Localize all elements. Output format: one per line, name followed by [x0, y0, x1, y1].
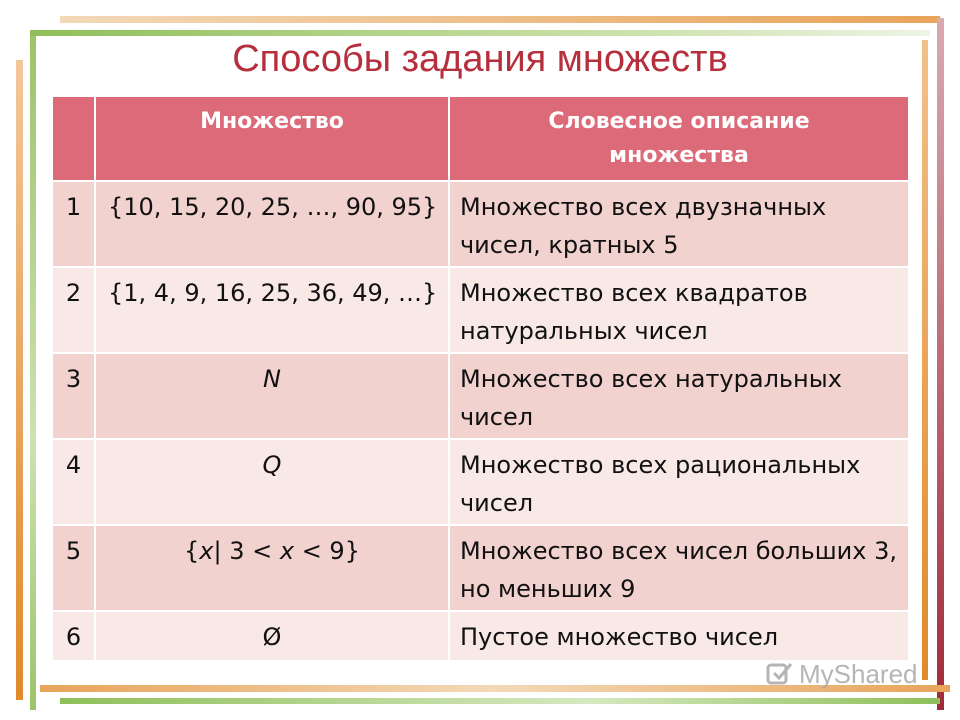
frame-left-green-bar	[30, 36, 36, 710]
set-builder-condition: | 3 <	[213, 537, 280, 565]
table-row	[53, 353, 908, 439]
header-description: Словесное описание множества	[449, 97, 908, 181]
row-number: 4	[53, 439, 95, 525]
myshared-logo-icon	[765, 659, 795, 689]
myshared-watermark	[765, 654, 935, 694]
header-number	[53, 97, 95, 181]
header-set: Множество	[95, 97, 449, 181]
table-row	[53, 525, 908, 611]
row-set: {1, 4, 9, 16, 25, 36, 49, …}	[95, 267, 449, 353]
row-set: {10, 15, 20, 25, …, 90, 95}	[95, 181, 449, 267]
frame-bottom-green-bar	[60, 698, 940, 704]
row-description: Пустое множество чисел	[449, 611, 908, 661]
frame-right-orange-bar	[922, 40, 928, 680]
table-header-row	[53, 97, 908, 181]
sets-table	[53, 97, 908, 662]
row-number: 2	[53, 267, 95, 353]
set-builder-variable: x	[279, 537, 295, 565]
row-description: Множество всех чисел больших 3, но меньших 9	[449, 525, 908, 611]
row-set: Ø	[95, 611, 449, 661]
row-number: 5	[53, 525, 95, 611]
watermark-text: MyShared	[799, 658, 918, 689]
row-set	[95, 525, 449, 611]
table-row	[53, 267, 908, 353]
row-description: Множество всех квадратов натуральных чисел	[449, 267, 908, 353]
row-description: Множество всех рациональных чисел	[449, 439, 908, 525]
slide-title: Способы задания множеств	[232, 38, 728, 80]
table-row	[53, 439, 908, 525]
row-set: Q	[95, 439, 449, 525]
row-number: 6	[53, 611, 95, 661]
frame-left-orange-bar	[16, 60, 23, 700]
set-builder-variable: x	[199, 537, 214, 565]
frame-right-red-bar	[937, 18, 944, 710]
row-description: Множество всех двузначных чисел, кратных 5	[449, 181, 908, 267]
frame-top-green-bar	[30, 30, 930, 36]
row-number: 1	[53, 181, 95, 267]
set-builder-open: {	[184, 537, 200, 565]
frame-top-orange-bar	[60, 16, 940, 23]
set-builder-close: < 9}	[294, 537, 360, 565]
table-row	[53, 181, 908, 267]
row-number: 3	[53, 353, 95, 439]
row-description: Множество всех натуральных чисел	[449, 353, 908, 439]
row-set: N	[95, 353, 449, 439]
